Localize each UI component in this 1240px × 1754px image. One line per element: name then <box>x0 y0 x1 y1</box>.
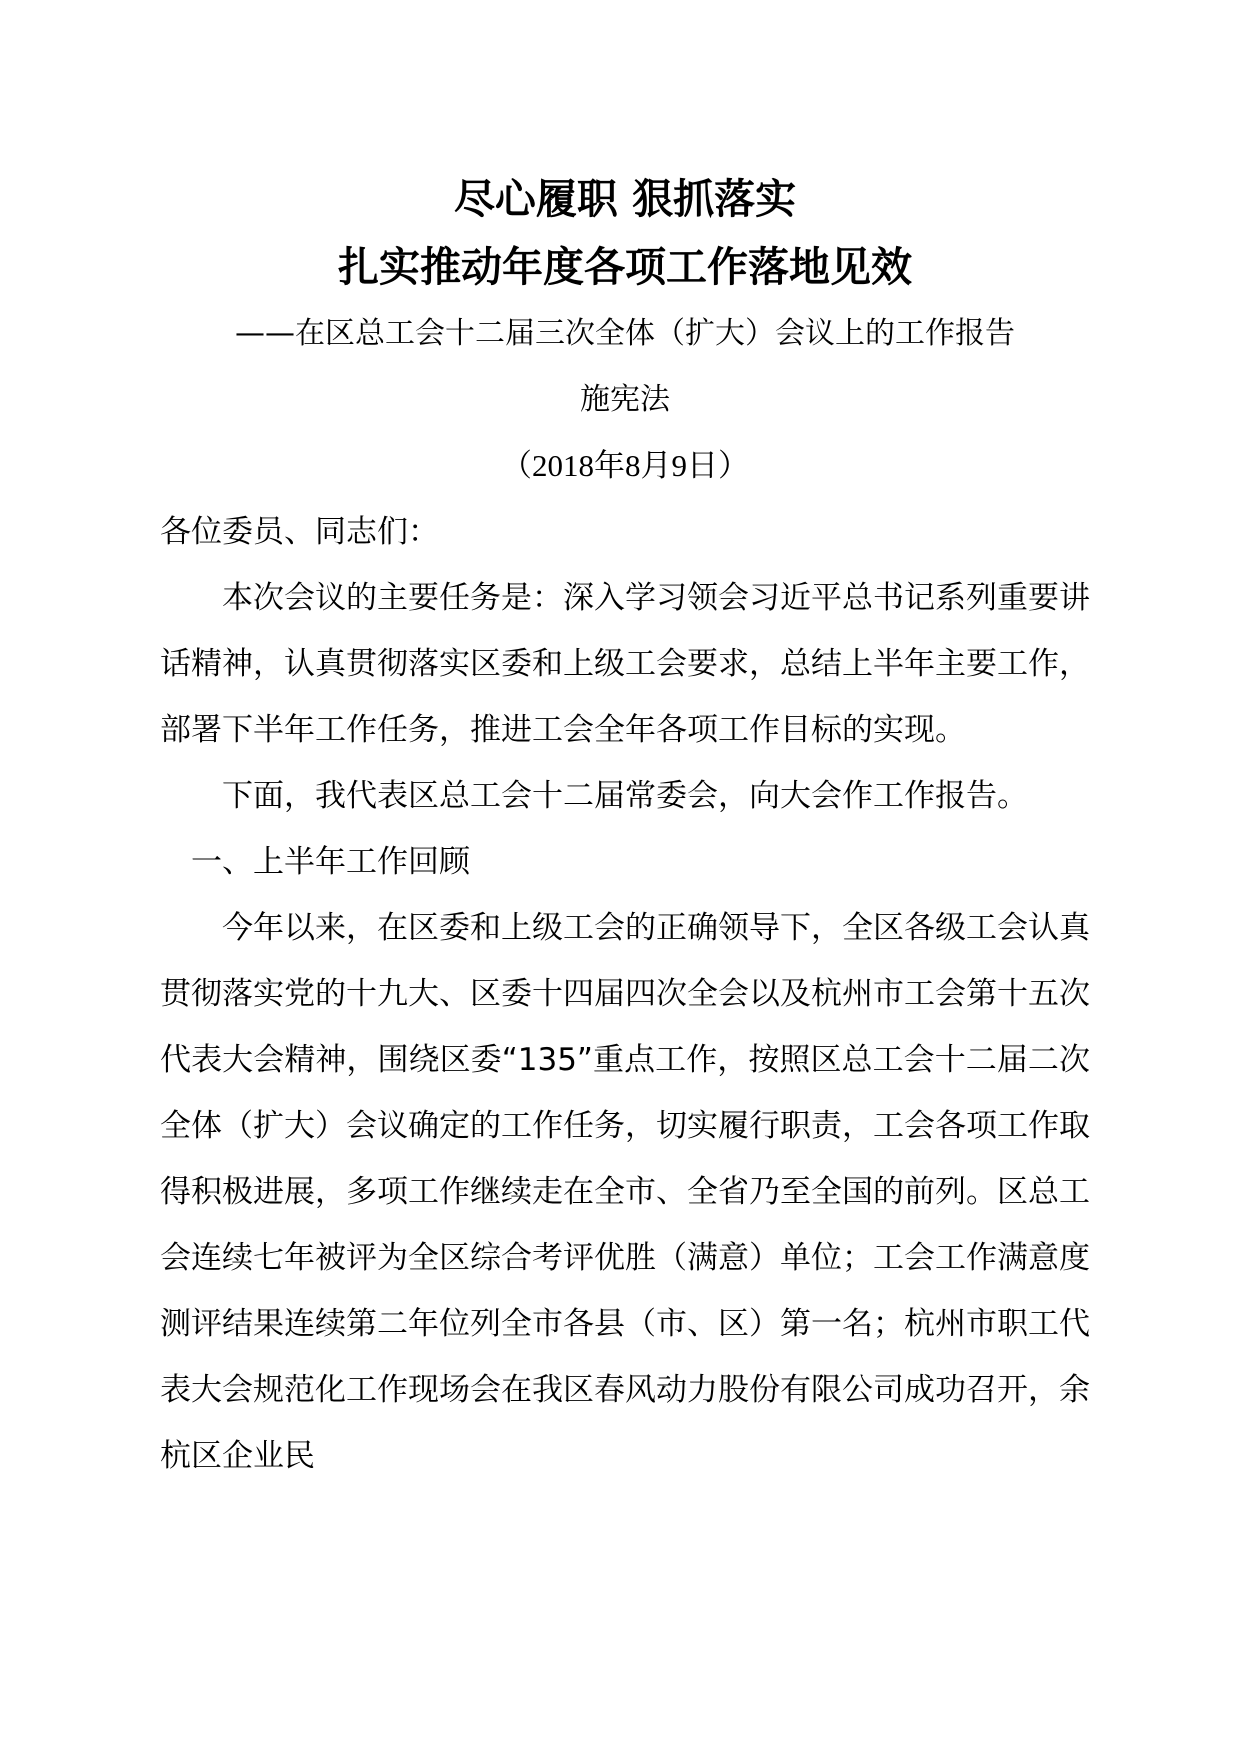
section-heading: 一、上半年工作回顾 <box>191 844 470 880</box>
report-date: （2018年8月9日） <box>501 448 749 483</box>
document-page <box>160 165 1090 1489</box>
title-line-1: 尽心履职 狠抓落实 <box>453 175 797 223</box>
paragraph-report-statement: 下面，我代表区总工会十二届常委会，向大会作工作报告。 <box>222 778 1028 814</box>
subtitle: ——在区总工会十二届三次全体（扩大）会议上的工作报告 <box>235 316 1015 351</box>
author: 施宪法 <box>580 382 670 417</box>
salutation: 各位委员、同志们： <box>160 514 439 550</box>
title-line-2: 扎实推动年度各项工作落地见效 <box>338 243 912 291</box>
paragraph-intro: 本次会议的主要任务是：深入学习领会习近平总书记系列重要讲话精神，认真贯彻落实区委和上级工会要求，总结上半年主要工作，部署下半年工作任务，推进工会全年各项工作目标的实现。 <box>160 580 1090 748</box>
paragraph-review: 今年以来，在区委和上级工会的正确领导下，全区各级工会认真贯彻落实党的十九大、区委十四届四次全会以及杭州市工会第十五次代表大会精神，围绕区委“135”重点工作，按照区总工会十二届二次全体（扩大）会议确定的工作任务，切实履行职责，工会各项工作取得积极进展，多项工作继续走在全市、全省乃至全国的前列。区总工会连续七年被评为全区综合考评优胜（满意）单位；工会工作满意度测评结果连续第二年位列全市各县（市、区）第一名；杭州市职工代表大会规范化工作现场会在我区春风动力股份有限公司成功召开，余杭区企业民 <box>160 910 1090 1474</box>
